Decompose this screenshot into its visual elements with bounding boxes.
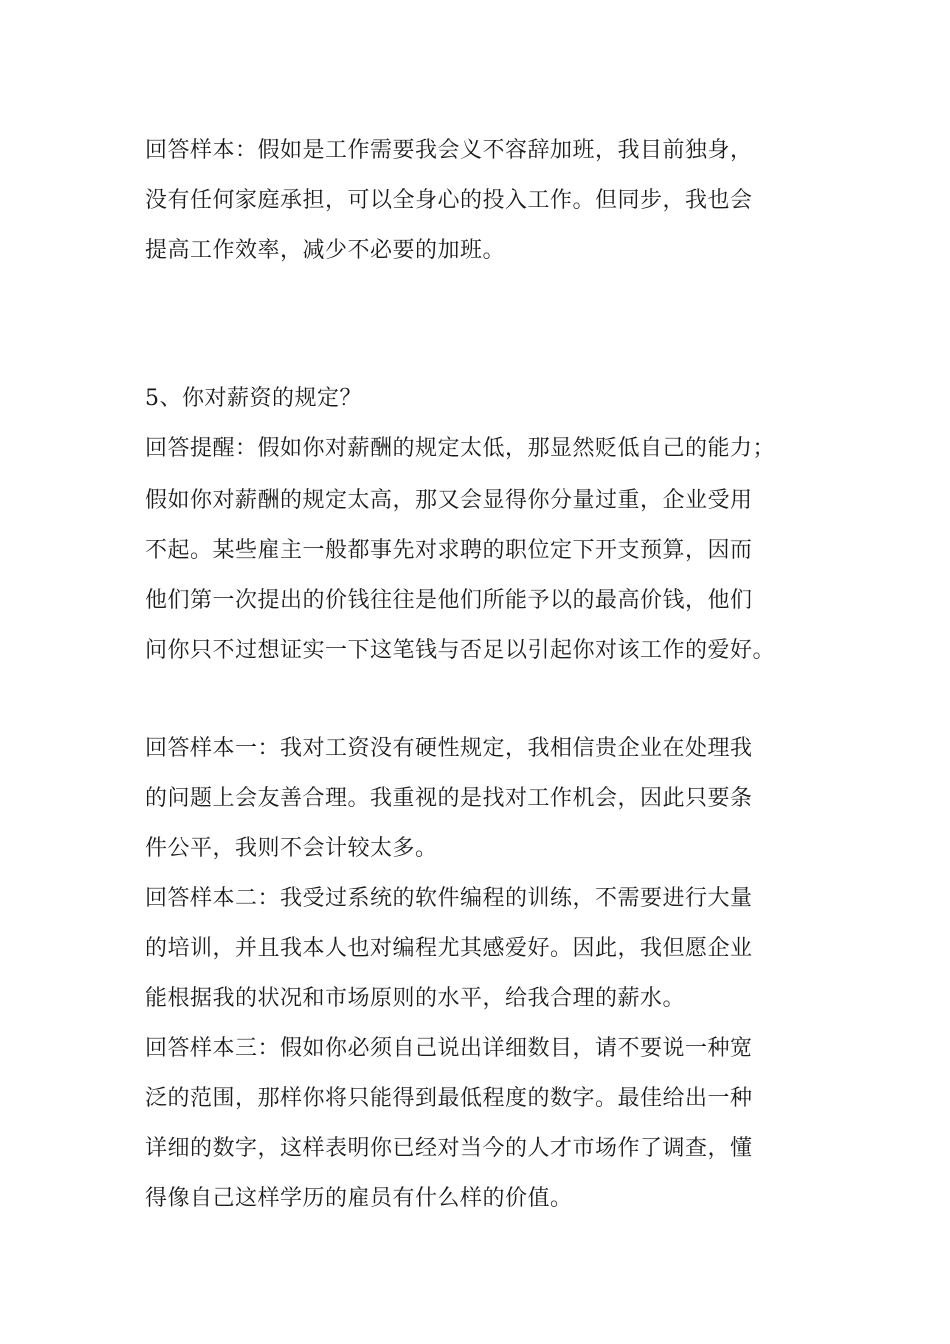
text-line: 不起。某些雇主一般都事先对求聘的职位定下开支预算，因而 — [145, 538, 753, 563]
text-line: 回答样本一：我对工资没有硬性规定，我相信贵企业在处理我 — [145, 736, 753, 761]
text-line: 件公平，我则不会计较太多。 — [145, 836, 438, 861]
text-line: 回答提醒：假如你对薪酬的规定太低，那显然贬低自己的能力； — [145, 436, 776, 461]
text-line: 得像自己这样学历的雇员有什么样的价值。 — [145, 1186, 573, 1211]
text-line: 回答样本二：我受过系统的软件编程的训练，不需要进行大量 — [145, 886, 753, 911]
text-line: 的问题上会友善合理。我重视的是找对工作机会，因此只要条 — [145, 786, 753, 811]
text-line: 回答样本：假如是工作需要我会义不容辞加班，我目前独身， — [145, 138, 753, 163]
text-line: 他们第一次提出的价钱往往是他们所能予以的最高价钱，他们 — [145, 588, 753, 613]
section-heading: 5、你对薪资的规定？ — [145, 386, 362, 411]
text-line: 回答样本三：假如你必须自己说出详细数目，请不要说一种宽 — [145, 1036, 753, 1061]
text-line: 没有任何家庭承担，可以全身心的投入工作。但同步，我也会 — [145, 188, 753, 213]
text-line: 问你只不过想证实一下这笔钱与否足以引起你对该工作的爱好。 — [145, 638, 776, 663]
text-line: 提高工作效率，减少不必要的加班。 — [145, 238, 506, 263]
text-line: 能根据我的状况和市场原则的水平，给我合理的薪水。 — [145, 986, 686, 1011]
text-line: 假如你对薪酬的规定太高，那又会显得你分量过重，企业受用 — [145, 488, 753, 513]
text-line: 泛的范围，那样你将只能得到最低程度的数字。最佳给出一种 — [145, 1086, 753, 1111]
text-line: 的培训，并且我本人也对编程尤其感爱好。因此，我但愿企业 — [145, 936, 753, 961]
text-line: 详细的数字，这样表明你已经对当今的人才市场作了调查，懂 — [145, 1136, 753, 1161]
